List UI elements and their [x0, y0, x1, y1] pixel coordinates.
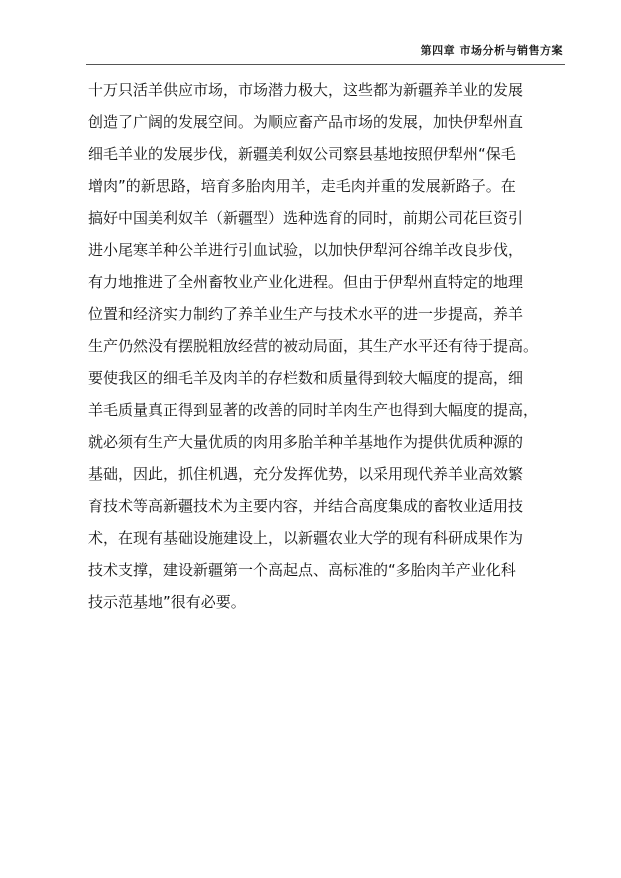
header-rule	[86, 64, 565, 65]
text-line: 术，在现有基础设施建设上，以新疆农业大学的现有科研成果作为	[88, 529, 524, 547]
text-line: 育技术等高新疆技术为主要内容，并结合高度集成的畜牧业适用技	[88, 497, 524, 515]
running-header: 第四章 市场分析与销售方案	[420, 44, 563, 57]
text-line: 基础，因此，抓住机遇，充分发挥优势，以采用现代养羊业高效繁	[88, 465, 524, 483]
text-line: 有力地推进了全州畜牧业产业化进程。但由于伊犁州直特定的地理	[88, 273, 524, 291]
text-line: 技术支撑，建设新疆第一个高起点、高标准的“多胎肉羊产业化科	[88, 561, 516, 579]
text-line: 技示范基地”很有必要。	[88, 593, 246, 611]
text-line: 进小尾寒羊种公羊进行引血试验，以加快伊犁河谷绵羊改良步伐，	[88, 241, 524, 259]
text-line: 羊毛质量真正得到显著的改善的同时羊肉生产也得到大幅度的提高，	[88, 401, 539, 419]
text-line: 十万只活羊供应市场，市场潜力极大，这些都为新疆养羊业的发展	[88, 81, 524, 99]
text-line: 位置和经济实力制约了养羊业生产与技术水平的进一步提高，养羊	[88, 305, 524, 323]
text-line: 搞好中国美利奴羊（新疆型）选种选育的同时，前期公司花巨资引	[88, 209, 524, 227]
text-line: 生产仍然没有摆脱粗放经营的被动局面，其生产水平还有待于提高。	[88, 337, 539, 355]
text-line: 细毛羊业的发展步伐，新疆美利奴公司察县基地按照伊犁州“保毛	[88, 145, 516, 163]
text-line: 就必须有生产大量优质的肉用多胎羊种羊基地作为提供优质种源的	[88, 433, 524, 451]
text-line: 创造了广阔的发展空间。为顺应畜产品市场的发展，加快伊犁州直	[88, 113, 524, 131]
text-line: 要使我区的细毛羊及肉羊的存栏数和质量得到较大幅度的提高，细	[88, 369, 524, 387]
body-paragraph	[88, 74, 548, 618]
text-line: 增肉”的新思路，培育多胎肉用羊，走毛肉并重的发展新路子。在	[88, 177, 516, 195]
